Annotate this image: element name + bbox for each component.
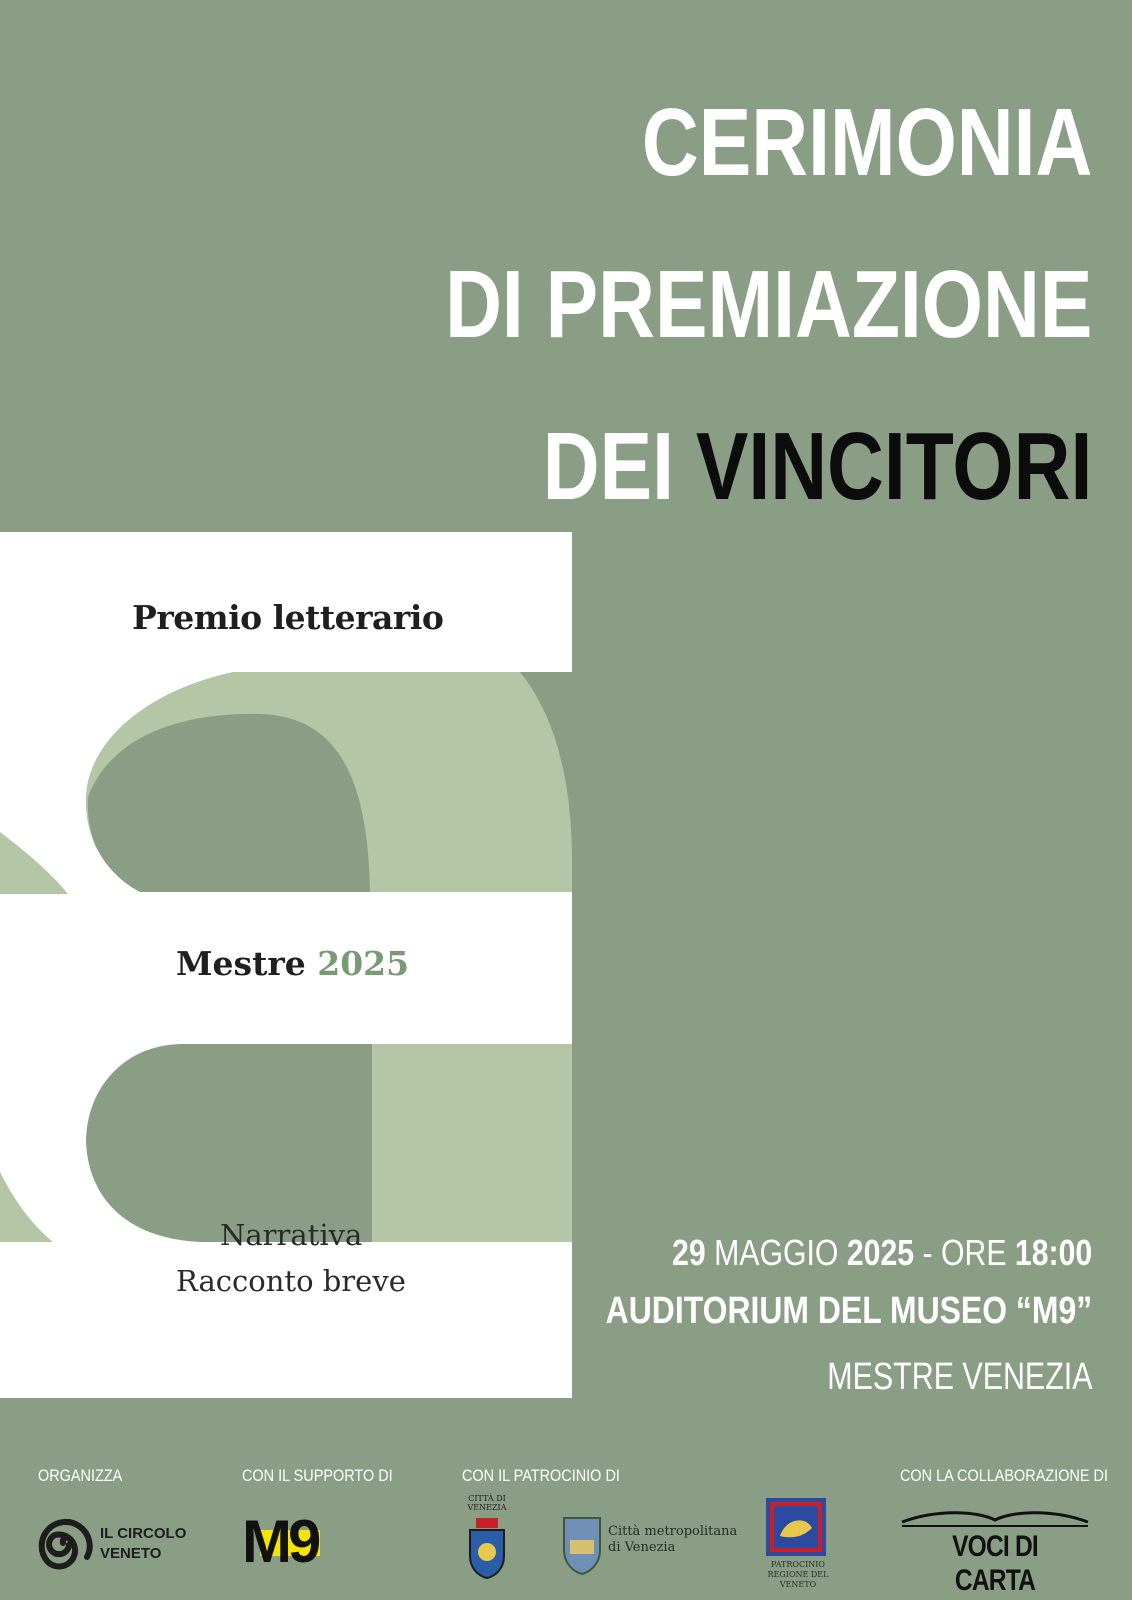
voci-di-carta-text: VOCI DI CARTA — [952, 1530, 1038, 1597]
cover-year: 2025 — [317, 944, 410, 983]
event-venue: AUDITORIUM DEL MUSEO “M9” — [605, 1290, 1092, 1332]
circolo-veneto-spiral-icon — [30, 1510, 96, 1576]
metro-line-1: Città metropolitana — [608, 1524, 738, 1539]
footer-label-collaborazione: CON LA COLLABORAZIONE DI — [900, 1466, 1108, 1485]
regione-line-1: PATROCINIO — [771, 1560, 825, 1569]
cover-mestre: Mestre — [176, 944, 306, 983]
m9-letters: M9 — [242, 1508, 318, 1575]
event-month: MAGGIO — [705, 1232, 847, 1273]
cover-racconto-breve: Racconto breve — [176, 1264, 406, 1298]
metro-line-2: di Venezia — [608, 1540, 676, 1555]
venezia-crest-icon — [462, 1512, 512, 1582]
title-line-1: CERIMONIA — [641, 89, 1092, 196]
title-line-3 — [445, 386, 1092, 548]
cover-mestre-year — [176, 944, 409, 983]
circolo-line-1: IL CIRCOLO — [100, 1525, 187, 1542]
circolo-veneto-text — [100, 1524, 186, 1564]
event-time: 18:00 — [1014, 1232, 1092, 1273]
event-city: MESTRE VENEZIA — [826, 1356, 1092, 1398]
circolo-line-2: VENETO — [100, 1545, 162, 1562]
title-line-2: DI PREMIAZIONE — [444, 251, 1092, 358]
voci-di-carta-book-icon — [900, 1506, 1090, 1528]
event-date-time — [672, 1232, 1092, 1274]
title-dei: DEI — [542, 413, 696, 520]
cover-narrativa: Narrativa — [220, 1218, 363, 1252]
event-day: 29 — [671, 1232, 706, 1273]
citta-venezia-logo — [462, 1494, 512, 1584]
poster-title — [303, 62, 1092, 548]
cover-premio-letterario: Premio letterario — [132, 598, 444, 637]
m9-logo — [242, 1508, 342, 1575]
footer-label-supporto: CON IL SUPPORTO DI — [242, 1466, 393, 1485]
event-time-sep: - ORE — [913, 1232, 1015, 1273]
event-year: 2025 — [846, 1232, 914, 1273]
title-vincitori: VINCITORI — [695, 413, 1092, 520]
regione-line-2: REGIONE DEL VENETO — [767, 1570, 829, 1589]
citta-metropolitana-text — [608, 1524, 737, 1556]
citta-metropolitana-crest-icon — [558, 1510, 606, 1576]
footer-label-patrocinio: CON IL PATROCINIO DI — [462, 1466, 620, 1485]
regione-veneto-text — [752, 1560, 844, 1590]
regione-veneto-lion-icon — [766, 1498, 826, 1556]
citta-venezia-text: CITTÀ DI VENEZIA — [467, 1494, 507, 1512]
footer-label-organizza: ORGANIZZA — [38, 1466, 123, 1485]
